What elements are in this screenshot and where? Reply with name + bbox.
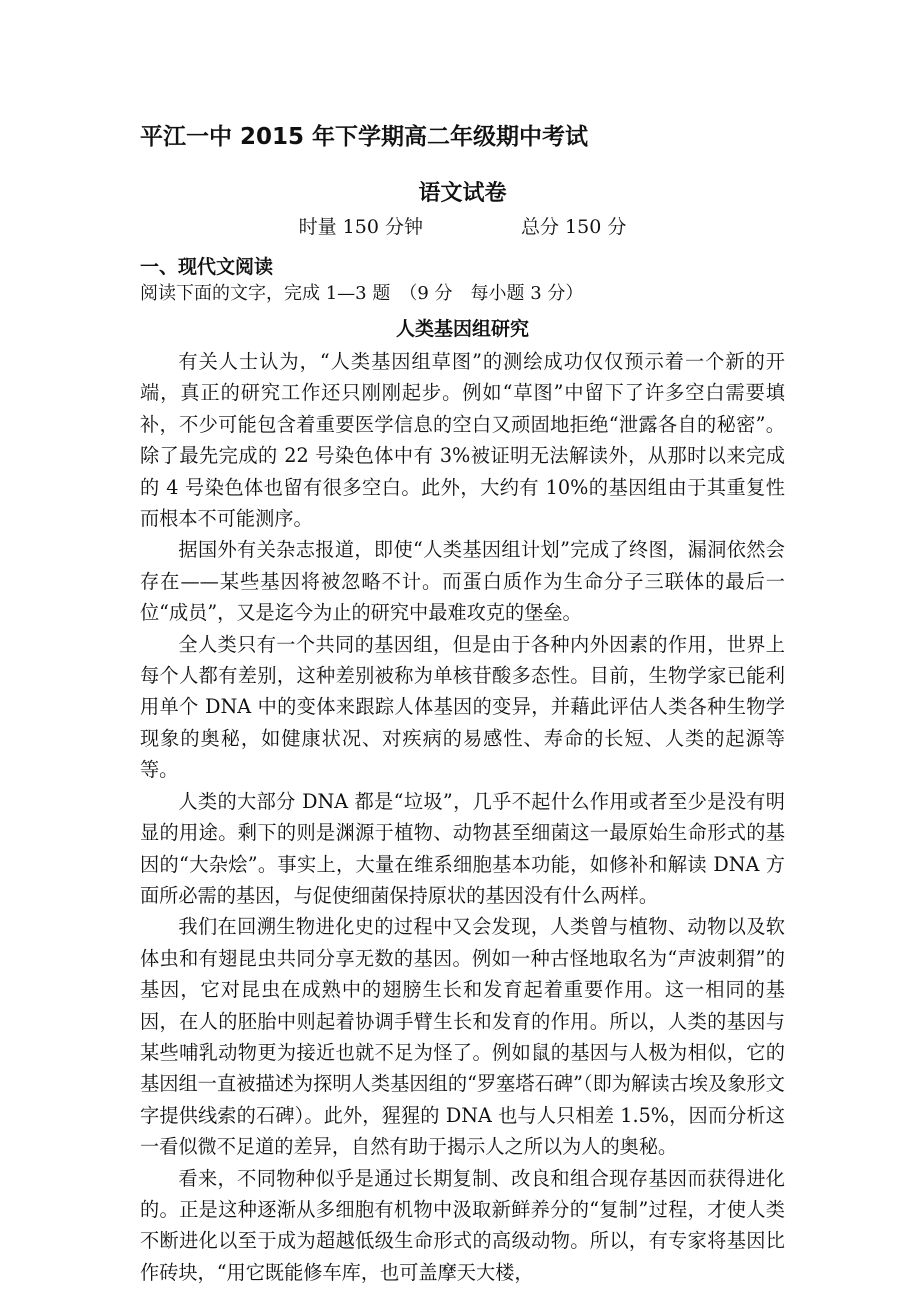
subject-title: 语文试卷: [418, 181, 507, 206]
paragraph: 据国外有关杂志报道，即使“人类基因组计划”完成了终图，漏洞依然会存在——某些基因将被忽略不计。而蛋白质作为生命分子三联体的最后一位“成员”，又是迄今为止的研究中最难攻克的堡垒。: [140, 538, 785, 625]
paragraph: 有关人士认为，“人类基因组草图”的测绘成功仅仅预示着一个新的开端，真正的研究工作还只刚刚起步。例如“草图”中留下了许多空白需要填补，不少可能包含着重要医学信息的空白又顽固地拒绝“泄露各自的秘密”。除了最先完成的 22 号染色体中有 3%被证明无法解读外，从那时以来完成的 4 号染色体也留有很多空白。此外，大约有 10%的基因组由于其重复性而根本不可能测序。: [140, 350, 785, 531]
paragraph: 人类的大部分 DNA 都是“垃圾”，几乎不起什么作用或者至少是没有明显的用途。剩下的则是渊源于植物、动物甚至细菌这一最原始生命形式的基因的“大杂烩”。事实上，大量在维系细胞基本功能，如修补和解读 DNA 方面所必需的基因，与促使细菌保持原状的基因没有什么两样。: [140, 789, 785, 907]
article-body: [140, 346, 785, 1288]
time-limit: 时量 150 分钟: [298, 216, 423, 238]
exam-title: 平江一中 2015 年下学期高二年级期中考试: [140, 124, 589, 150]
section-instructions: 阅读下面的文字，完成 1—3 题 （9 分 每小题 3 分）: [140, 283, 584, 304]
total-score: 总分 150 分: [521, 216, 627, 238]
exam-meta: [140, 212, 785, 242]
paragraph: 看来，不同物种似乎是通过长期复制、改良和组合现存基因而获得进化的。正是这种逐渐从多细胞有机物中汲取新鲜养分的“复制”过程，才使人类不断进化以至于成为超越低级生命形式的高级动物。所以，有专家将基因比作砖块，“用它既能修车库，也可盖摩天大楼，: [140, 1166, 785, 1284]
paragraph: 我们在回溯生物进化史的过程中又会发现，人类曾与植物、动物以及软体虫和有翅昆虫共同分享无数的基因。例如一种古怪地取名为“声波刺猬”的基因，它对昆虫在成熟中的翅膀生长和发育起着重要作用。这一相同的基因，在人的胚胎中则起着协调手臂生长和发育的作用。所以，人类的基因与某些哺乳动物更为接近也就不足为怪了。例如鼠的基因与人极为相似，它的基因组一直被描述为探明人类基因组的“罗塞塔石碑”（即为解读古埃及象形文字提供线索的石碑）。此外，猩猩的 DNA 也与人只相差 1.5%，因而分析这一看似微不足道的差异，自然有助于揭示人之所以为人的奥秘。: [140, 915, 785, 1159]
exam-page: [140, 120, 785, 1288]
article-title: 人类基因组研究: [395, 318, 529, 340]
section-heading: 一、现代文阅读: [140, 256, 274, 278]
paragraph: 全人类只有一个共同的基因组，但是由于各种内外因素的作用，世界上每个人都有差别，这种差别被称为单核苷酸多态性。目前，生物学家已能利用单个 DNA 中的变体来跟踪人体基因的变异，并藉此评估人类各种生物学现象的奥秘，如健康状况、对疾病的易感性、寿命的长短、人类的起源等等。: [140, 632, 785, 782]
